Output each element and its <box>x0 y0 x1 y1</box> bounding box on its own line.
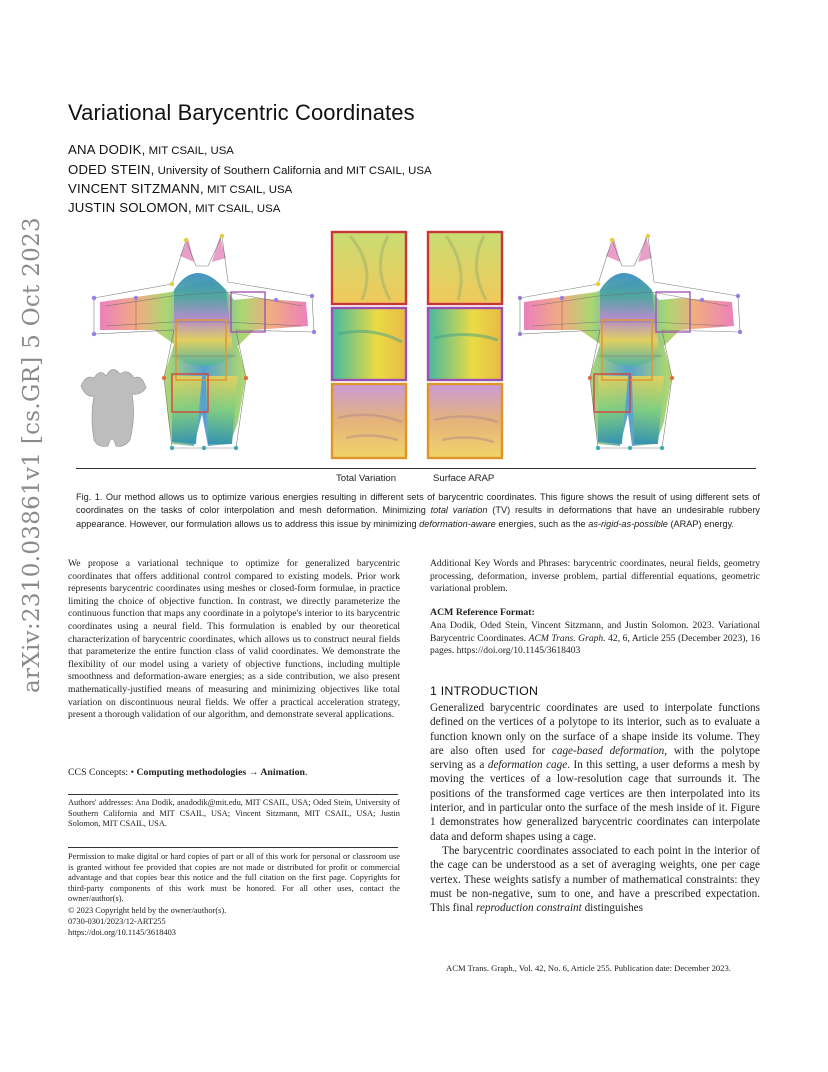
intro-paragraph <box>430 844 760 915</box>
footnote-rule <box>68 794 398 795</box>
intro-emphasis: deformation cage <box>487 759 568 772</box>
intro-text: , with the polytope serving as a <box>430 744 760 772</box>
abstract: We propose a variational technique to optimize for generalized barycentric coordinates that offers additional control compared to existing models. Prior work represents barycentric coordinates using meshes or closed-form formulae, in practice limiting the choice of objective function. In contrast, we directly parameterize the continuous function that maps any coordinate in a polytope's interior to its barycentric coordinates using a neural field. This formulation is enabled by our theoretical characterization of barycentric coordinates, which allows us to construct neural fields that parameterize the entire function class of valid coordinates. We demonstrate the flexibility of our model using a variety of objective functions, including multiple smoothness and deformation-aware energies; as a side contribution, we also present mathematically-justified means of measuring and minimizing objectives like total variation on discontinuous neural fields. We offer a practical acceleration strategy, present a thorough validation of our algorithm, and demonstrate several applications. <box>68 558 400 721</box>
author-line <box>68 181 292 196</box>
copyright-line: © 2023 Copyright held by the owner/author(s). <box>68 906 227 915</box>
running-footer: ACM Trans. Graph., Vol. 42, No. 6, Article 255. Publication date: December 2023. <box>446 963 731 973</box>
arxiv-identifier: arXiv:2310.03861v1 [cs.GR] 5 Oct 2023 <box>19 217 45 693</box>
caption-text: Fig. 1. Our method allows us to optimize various energies resulting in different sets of barycentric coordinates. This figure shows the result of using different sets of coordinates on the tasks of color interpolation and mesh deformation. Minimizing <box>76 492 760 516</box>
intro-text: . In this setting, a user deforms a mesh by moving the vertices of a low-resolution cage that surrounds it. The positions of the transformed cage vertices are then interpolated into its interior, and in particular onto the surface of the mesh inside of it. Figure 1 demonstrates how generalized barycentric coordinates can interpolate data and deform shapes using a cage. <box>430 759 760 843</box>
author-line <box>68 142 234 157</box>
ccs-prefix: CCS Concepts: • <box>68 767 137 778</box>
inset-model <box>81 369 146 446</box>
permission-rule <box>68 847 398 848</box>
figure-label-total-variation: Total Variation <box>336 473 397 484</box>
figure-label-surface-arap: Surface ARAP <box>433 473 495 484</box>
author-name: VINCENT SITZMANN, <box>68 181 204 196</box>
caption-emphasis: as-rigid-as-possible <box>588 518 668 529</box>
intro-text: distinguishes <box>581 902 643 915</box>
issn-line: 0730-0301/2023/12-ART255 <box>68 917 166 926</box>
paper-title: Variational Barycentric Coordinates <box>68 100 415 125</box>
ccs-suffix: . <box>304 767 308 778</box>
ccs-concept: Computing methodologies → Animation <box>136 767 305 778</box>
author-name: JUSTIN SOLOMON, <box>68 200 192 215</box>
author-affiliation: MIT CSAIL, USA <box>191 203 281 215</box>
right-character <box>518 234 742 450</box>
author-affiliation: MIT CSAIL, USA <box>203 184 293 196</box>
authors-addresses: Authors' addresses: Ana Dodik, anadodik@mit.edu, MIT CSAIL, USA; Oded Stein, University of Southern California and MIT CSAIL, USA; Vincent Sitzmann, MIT CSAIL, USA; Justin Solomon, MIT CSAIL, USA. <box>68 798 400 829</box>
permission-notice: Permission to make digital or hard copies of part or all of this work for personal or classroom use is granted without fee provided that copies are not made or distributed for profit or commercial advantage and that copies bear this notice and the full citation on the first page. Copyrights for third-party components of this work must be honored. For all other uses, contact the owner/author(s). <box>68 852 400 904</box>
author-line <box>68 200 280 215</box>
intro-emphasis: cage-based deformation <box>551 744 665 757</box>
acm-reference-heading: ACM Reference Format: <box>430 607 535 618</box>
author-name: ODED STEIN, <box>68 162 155 177</box>
teaser-figure <box>76 226 756 470</box>
figure-baseline <box>76 468 756 469</box>
caption-emphasis: deformation-aware <box>419 518 496 529</box>
zoom-panels-surface-arap <box>428 232 502 458</box>
intro-text: Generalized barycentric coordinates are used to interpolate functions defined on the vertices of a polytope to its interior, such as to evaluate a function known only on the surface of a shape inside its volume. They are also often used for <box>430 702 760 757</box>
acm-ref-journal: ACM Trans. Graph. <box>528 632 606 644</box>
author-line <box>68 162 432 177</box>
author-affiliation: University of Southern California and MIT CSAIL, USA <box>154 165 432 177</box>
intro-paragraph <box>430 701 760 844</box>
caption-text: (TV) results in deformations that have an undesirable rubbery appearance. However, our formulation allows us to address this issue by minimizing <box>76 505 760 529</box>
intro-emphasis: reproduction constraint <box>476 902 582 915</box>
acm-ref-text: Ana Dodik, Oded Stein, Vincent Sitzmann, and Justin Solomon. 2023. Variational Barycentric Coordinates. <box>430 620 760 644</box>
ccs-concepts <box>68 767 400 780</box>
author-affiliation: MIT CSAIL, USA <box>145 145 234 157</box>
zoom-panels-total-variation <box>332 232 406 458</box>
keywords: Additional Key Words and Phrases: barycentric coordinates, neural fields, geometry processing, deformation, inverse problem, partial differential equations, geometric variational problem. <box>430 558 760 595</box>
section-heading-introduction: 1 INTRODUCTION <box>430 684 539 698</box>
acm-reference <box>430 620 760 658</box>
author-name: ANA DODIK, <box>68 142 146 157</box>
caption-text: (ARAP) energy. <box>667 518 735 529</box>
caption-text: energies, such as the <box>495 518 589 529</box>
caption-emphasis: total variation <box>430 505 488 516</box>
doi-line: https://doi.org/10.1145/3618403 <box>68 928 176 937</box>
acm-ref-text: 42, 6, Article 255 (December 2023), 16 pages. https://doi.org/10.1145/3618403 <box>430 632 760 657</box>
intro-text: The barycentric coordinates associated to each point in the interior of the cage can be understood as a set of averaging weights, one per cage vertex. These weights satisfy a number of mathematical constraints: they must be non-negative, sum to one, and have a prescribed expectation. This final <box>430 844 760 915</box>
introduction-body <box>430 701 760 915</box>
figure-caption <box>76 491 760 531</box>
